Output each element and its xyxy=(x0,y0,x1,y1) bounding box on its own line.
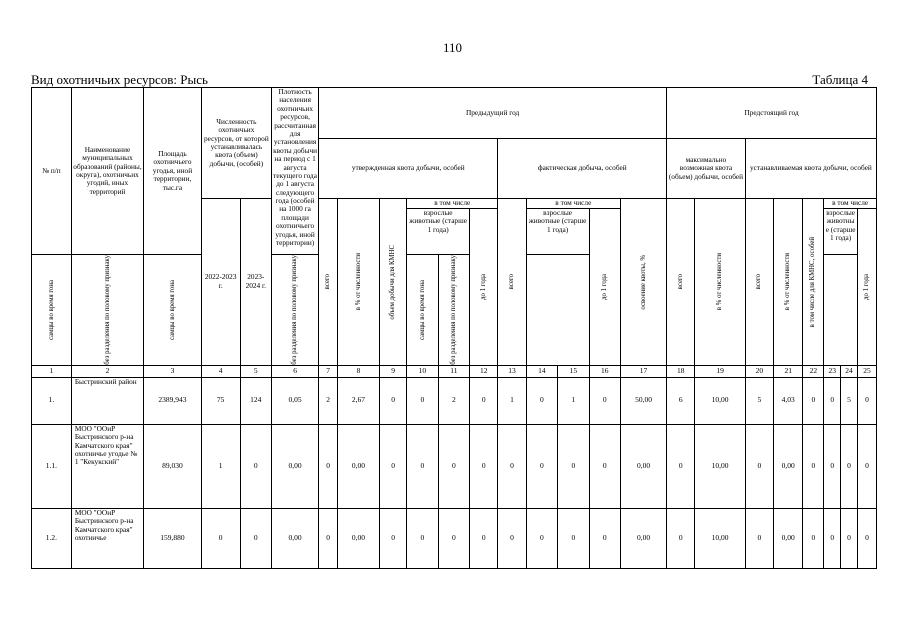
header-kmns-volume: объем добычи для КМНС xyxy=(379,199,406,366)
table-cell: 0 xyxy=(438,424,469,508)
table-cell: 0 xyxy=(526,424,557,508)
header-pop-2023: 2023-2024 г. xyxy=(240,199,271,366)
header-next-year: Предстоящий год xyxy=(667,88,877,139)
header-males-set: самцы во время гона xyxy=(407,255,438,366)
table-cell: 6 xyxy=(667,377,695,424)
table-cell: 0,00 xyxy=(338,508,380,568)
table-cell: 0 xyxy=(589,508,620,568)
table-cell: 0 xyxy=(558,424,589,508)
table-cell: 0 xyxy=(379,508,406,568)
table-cell: 0 xyxy=(667,508,695,568)
table-cell: 0 xyxy=(526,508,557,568)
table-cell: 5 xyxy=(745,377,773,424)
header-kmns-incl: в том числе для КМНС, особей xyxy=(803,199,824,366)
table-row xyxy=(32,377,877,424)
table-cell: 0 xyxy=(319,424,338,508)
col-number: 18 xyxy=(667,365,695,377)
table-cell: 0 xyxy=(470,377,498,424)
col-number: 17 xyxy=(620,365,666,377)
header-incl-set: в том числе xyxy=(824,199,877,209)
header-name: Наименование муниципальных образований (районы, округа), охотничьих угодий, иных территорий xyxy=(71,88,143,255)
header-adults-approved: взрослые животные (старше 1 года) xyxy=(407,209,470,255)
header-population: Численность охотничьих ресурсов, от которой устанавливалась квота (объем) добычи, (особей) xyxy=(201,88,271,199)
header-adults-set: взрослые животные (старше 1 года) xyxy=(824,209,858,255)
table-cell: 0 xyxy=(857,377,876,424)
table-cell: 10,00 xyxy=(695,424,745,508)
col-number: 13 xyxy=(498,365,526,377)
table-cell: 1 xyxy=(201,424,240,508)
col-number: 10 xyxy=(407,365,438,377)
col-number: 2 xyxy=(71,365,143,377)
table-cell: 0 xyxy=(803,508,824,568)
table-row xyxy=(32,424,877,508)
col-number: 14 xyxy=(526,365,557,377)
col-number: 24 xyxy=(841,365,858,377)
header-density: Плотность населения охотничьих ресурсов, рассчитанная для установления квоты добычи на период с 1 августа текущего года до 1 августа следующего года (особей на 1000 га площади охотничьего угодья, иной территории) xyxy=(272,88,319,255)
col-number: 19 xyxy=(695,365,745,377)
table-cell: 75 xyxy=(201,377,240,424)
table-cell: 0 xyxy=(319,508,338,568)
table-cell: 2389,943 xyxy=(144,377,202,424)
row-name: МОО "ООиР Быстринского р-на Камчатского края" охотничье угодье № 1 "Кекукский" xyxy=(71,424,143,508)
col-number: 7 xyxy=(319,365,338,377)
col-number: 3 xyxy=(144,365,202,377)
data-rows xyxy=(32,377,877,568)
col-number: 4 xyxy=(201,365,240,377)
col-number: 8 xyxy=(338,365,380,377)
header-males-approved: самцы во время гона xyxy=(32,255,72,366)
col-number: 16 xyxy=(589,365,620,377)
col-number: 11 xyxy=(438,365,469,377)
table-cell: 0 xyxy=(240,508,271,568)
table-cell: 2 xyxy=(438,377,469,424)
col-number: 20 xyxy=(745,365,773,377)
row-number: 1. xyxy=(32,377,72,424)
table-cell: 2 xyxy=(319,377,338,424)
table-cell: 0,00 xyxy=(620,508,666,568)
header-no: № п/п xyxy=(32,88,72,255)
col-number: 15 xyxy=(558,365,589,377)
table-cell: 89,030 xyxy=(144,424,202,508)
col-number: 23 xyxy=(824,365,841,377)
page-number: 110 xyxy=(442,40,463,55)
table-cell: 1 xyxy=(498,377,526,424)
table-cell: 0,00 xyxy=(272,424,319,508)
header-actual-total: всего xyxy=(498,199,526,366)
table-cell: 0 xyxy=(498,508,526,568)
table-cell: 10,00 xyxy=(695,377,745,424)
table-cell: 0 xyxy=(558,508,589,568)
table-cell: 0 xyxy=(857,508,876,568)
col-number: 1 xyxy=(32,365,72,377)
table-cell: 0 xyxy=(824,424,841,508)
table-cell: 124 xyxy=(240,377,271,424)
table-cell: 5 xyxy=(841,377,858,424)
table-cell: 4,03 xyxy=(774,377,803,424)
table-cell: 0 xyxy=(824,377,841,424)
hunting-resources-table xyxy=(31,87,877,569)
header-under1-approved: до 1 года xyxy=(470,209,498,366)
table-cell: 0 xyxy=(201,508,240,568)
table-cell: 0 xyxy=(803,377,824,424)
col-number: 21 xyxy=(774,365,803,377)
header-males-actual: самцы во время гона xyxy=(144,255,202,366)
header-max-quota: максимально возможная квота (объем) добычи, особей xyxy=(667,139,746,199)
header-actual-harvest: фактическая добыча, особей xyxy=(498,139,667,199)
row-name: МОО "ООиР Быстринского р-на Камчатского края" охотничье xyxy=(71,508,143,568)
header-approved-pct: в % от численности xyxy=(338,199,380,366)
table-cell: 0 xyxy=(824,508,841,568)
row-number: 1.1. xyxy=(32,424,72,508)
table-heading: Вид охотничьих ресурсов: Рысь xyxy=(31,72,208,87)
table-cell: 0 xyxy=(745,508,773,568)
row-name: Быстринский район xyxy=(71,377,143,424)
table-cell: 0 xyxy=(589,377,620,424)
table-cell: 0,00 xyxy=(774,508,803,568)
table-cell: 159,880 xyxy=(144,508,202,568)
table-cell: 0 xyxy=(379,377,406,424)
table-cell: 0,05 xyxy=(272,377,319,424)
table-cell: 2,67 xyxy=(338,377,380,424)
header-adults-actual: взрослые животные (старше 1 года) xyxy=(526,209,589,255)
header-approved-total: всего xyxy=(319,199,338,366)
table-cell: 0 xyxy=(438,508,469,568)
column-number-row xyxy=(32,365,877,377)
table-row xyxy=(32,508,877,568)
table-label: Таблица 4 xyxy=(812,72,868,87)
col-number: 9 xyxy=(379,365,406,377)
table-cell: 0 xyxy=(841,508,858,568)
header-quota-use: освоение квоты, % xyxy=(620,199,666,366)
table-cell: 0 xyxy=(745,424,773,508)
table-cell: 0,00 xyxy=(338,424,380,508)
table-cell: 0 xyxy=(470,508,498,568)
header-incl-approved: в том числе xyxy=(407,199,498,209)
table-cell: 1 xyxy=(558,377,589,424)
header-row-1 xyxy=(32,88,877,139)
table-cell: 0 xyxy=(407,508,438,568)
header-under1-actual: до 1 года xyxy=(589,209,620,366)
header-incl-actual: в том числе xyxy=(526,199,620,209)
table-cell: 0 xyxy=(841,424,858,508)
table-cell: 0,00 xyxy=(774,424,803,508)
table-cell: 0 xyxy=(379,424,406,508)
header-pop-2022: 2022-2023 г. xyxy=(201,199,240,366)
header-nosex-set: без разделения по половому признаку xyxy=(438,255,469,366)
col-number: 6 xyxy=(272,365,319,377)
table-cell: 0 xyxy=(470,424,498,508)
header-max-total: всего xyxy=(667,199,695,366)
header-set-pct: в % от численности xyxy=(774,199,803,366)
header-prev-year: Предыдущий год xyxy=(319,88,667,139)
table-cell: 0,00 xyxy=(620,424,666,508)
table-cell: 50,00 xyxy=(620,377,666,424)
header-nosex-actual: без разделения по половому признаку xyxy=(272,255,319,366)
table-cell: 0 xyxy=(526,377,557,424)
table-cell: 10,00 xyxy=(695,508,745,568)
header-max-pct: в % от численности xyxy=(695,199,745,366)
table-cell: 0 xyxy=(803,424,824,508)
table-cell: 0 xyxy=(407,424,438,508)
table-cell: 0 xyxy=(857,424,876,508)
table-cell: 0,00 xyxy=(272,508,319,568)
col-number: 12 xyxy=(470,365,498,377)
header-approved-quota: утвержденная квота добычи, особей xyxy=(319,139,498,199)
table-cell: 0 xyxy=(498,424,526,508)
header-nosex-approved: без разделения по половому признаку xyxy=(71,255,143,366)
col-number: 5 xyxy=(240,365,271,377)
table-cell: 0 xyxy=(667,424,695,508)
header-under1-set: до 1 года xyxy=(857,209,876,366)
table-cell: 0 xyxy=(589,424,620,508)
header-set-quota: устанавливаемая квота добычи, особей xyxy=(745,139,876,199)
col-number: 25 xyxy=(857,365,876,377)
row-number: 1.2. xyxy=(32,508,72,568)
table-cell: 0 xyxy=(407,377,438,424)
header-set-total: всего xyxy=(745,199,773,366)
header-area: Площадь охотничьего угодья, иной территории, тыс.га xyxy=(144,88,202,255)
table-cell: 0 xyxy=(240,424,271,508)
col-number: 22 xyxy=(803,365,824,377)
